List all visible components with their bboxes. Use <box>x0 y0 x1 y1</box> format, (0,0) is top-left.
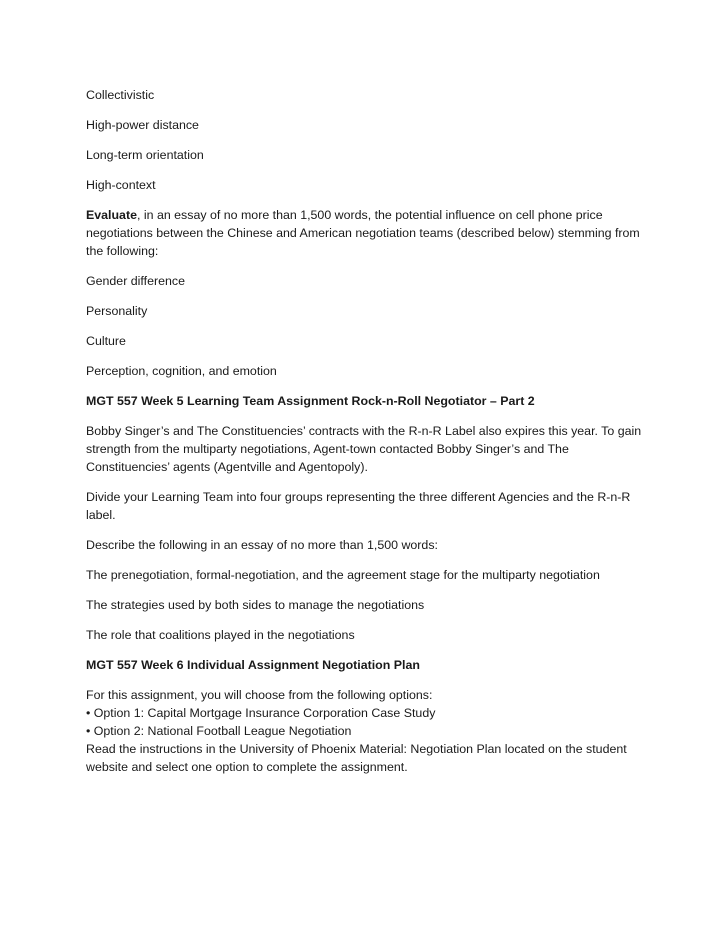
evaluate-lead: Evaluate <box>86 208 137 222</box>
factor-personality: Personality <box>86 304 148 318</box>
week6-heading: MGT 557 Week 6 Individual Assignment Negotiation Plan <box>86 658 420 672</box>
week6-instructions: Read the instructions in the University of Phoenix Material: Negotiation Plan located on the student website and select one option to complete the assignment. <box>86 742 627 774</box>
evaluate-paragraph <box>86 206 646 260</box>
week5-paragraph-1: Bobby Singer’s and The Constituencies’ contracts with the R-n-R Label also expires this year. To gain strength from the multiparty negotiations, Agent-town contacted Bobby Singer’s and The Constituencies’ agents (Agentville and Agentopoly). <box>86 424 642 474</box>
week6-intro: For this assignment, you will choose from the following options: <box>86 688 433 702</box>
week5-paragraph-3: Describe the following in an essay of no more than 1,500 words: <box>86 538 438 552</box>
week5-item-strategies: The strategies used by both sides to manage the negotiations <box>86 598 425 612</box>
trait-high-context: High-context <box>86 178 156 192</box>
week5-paragraph-2: Divide your Learning Team into four groups representing the three different Agencies and the R-n-R label. <box>86 490 631 522</box>
factor-culture: Culture <box>86 334 126 348</box>
week5-heading: MGT 557 Week 5 Learning Team Assignment Rock-n-Roll Negotiator – Part 2 <box>86 394 535 408</box>
factor-gender: Gender difference <box>86 274 185 288</box>
factor-perception: Perception, cognition, and emotion <box>86 364 277 378</box>
week5-item-coalitions: The role that coalitions played in the negotiations <box>86 628 355 642</box>
trait-power-distance: High-power distance <box>86 118 199 132</box>
document-page <box>86 86 646 788</box>
evaluate-rest: , in an essay of no more than 1,500 words, the potential influence on cell phone price negotiations between the Chinese and American negotiation teams (described below) stemming from the following: <box>86 208 640 258</box>
week6-option-2: • Option 2: National Football League Negotiation <box>86 724 352 738</box>
trait-collectivistic: Collectivistic <box>86 88 155 102</box>
trait-long-term: Long-term orientation <box>86 148 204 162</box>
week6-option-1: • Option 1: Capital Mortgage Insurance Corporation Case Study <box>86 706 436 720</box>
week5-item-stages: The prenegotiation, formal-negotiation, and the agreement stage for the multiparty negotiation <box>86 568 600 582</box>
